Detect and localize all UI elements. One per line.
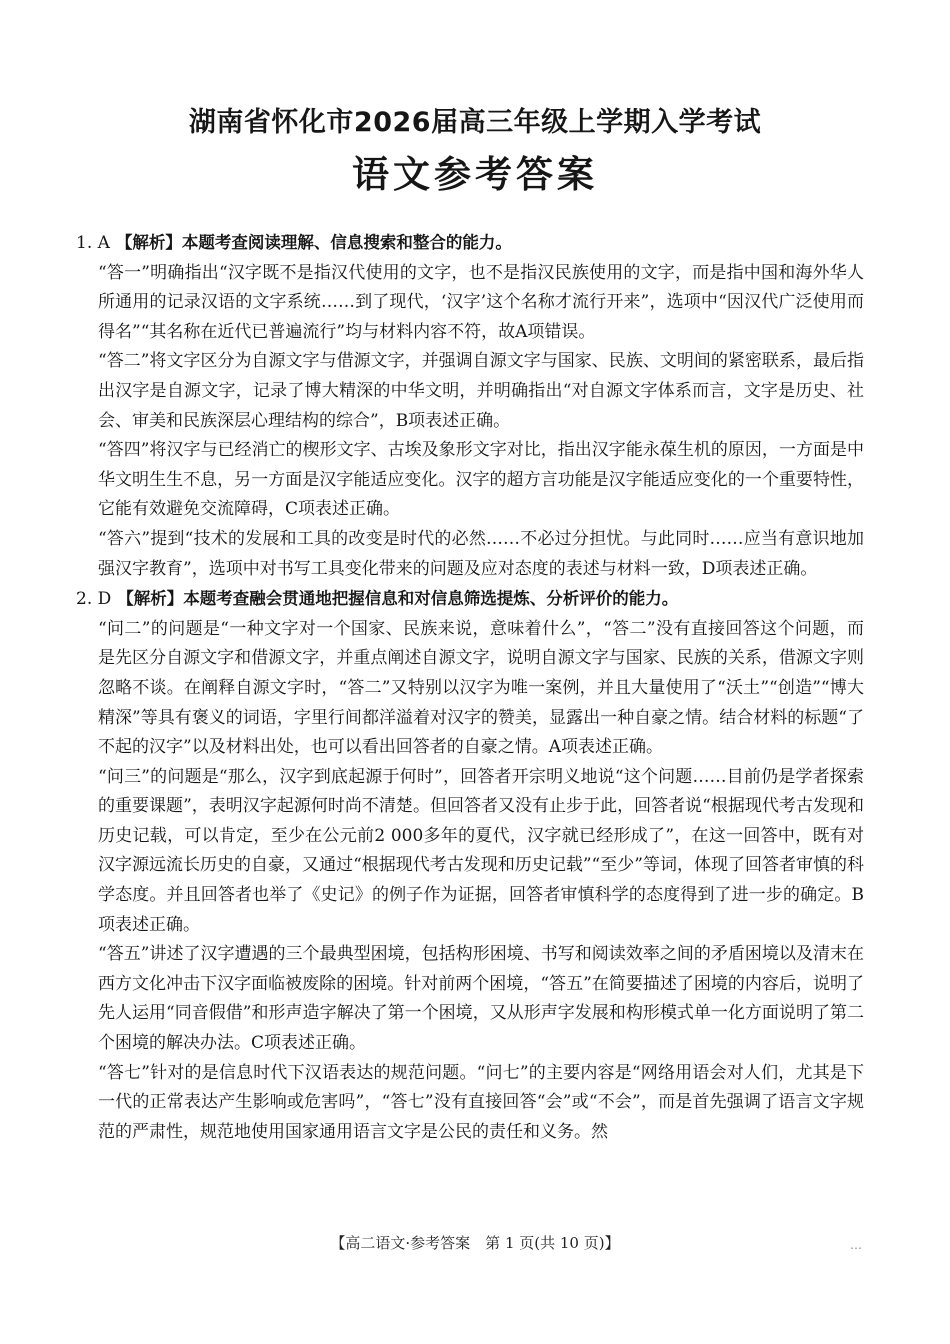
document-title: 语文参考答案 xyxy=(352,153,598,196)
question-1-paragraph: “答二”将文字区分为自源文字与借源文字，并强调自源文字与国家、民族、文明间的紧密联系，最后指出汉字是自源文字，记录了博大精深的中华文明，并明确指出“对自源文字体系而言，文字是历史、社会、审美和民族深层心理结构的综合”，B项表述正确。 xyxy=(98,351,864,431)
question-1-number: 1. A xyxy=(76,233,110,253)
page-footer: 【高二语文·参考答案 第 1 页(共 10 页)】 xyxy=(330,1234,620,1252)
question-1-analysis-label: 【解析】本题考查阅读理解、信息搜索和整合的能力。 xyxy=(115,233,512,252)
question-2-paragraph: “答五”讲述了汉字遭遇的三个最典型困境，包括构形困境、书写和阅读效率之间的矛盾困境以及清末在西方文化冲击下汉字面临被废除的困境。针对前两个困境，“答五”在简要描述了困境的内容后，说明了先人运用“同音假借”和形声造字解决了第一个困境，又从形声字发展和构形模式单一化方面说明了第二个困境的解决办法。C项表述正确。 xyxy=(98,944,864,1054)
scan-mark: … xyxy=(850,1238,862,1252)
question-2-number: 2. D xyxy=(76,589,112,610)
answer-content xyxy=(76,228,864,1147)
question-1-paragraph: “答一”明确指出“汉字既不是指汉代使用的文字，也不是指汉民族使用的文字，而是指中国和海外华人所通用的记录汉语的文字系统……到了现代，‘汉字’这个名称才流行开来”，选项中“因汉代广泛使用而得名”“其名称在近代已普遍流行”均与材料内容不符，故A项错误。 xyxy=(98,262,864,342)
question-2-paragraph: “问二”的问题是“一种文字对一个国家、民族来说，意味着什么”，“答二”没有直接回答这个问题，而是先区分自源文字和借源文字，并重点阐述自源文字，说明自源文字与国家、民族的关系，借源文字则忽略不谈。在阐释自源文字时，“答二”又特别以汉字为唯一案例，并且大量使用了“沃土”“创造”“博大精深”等具有褒义的词语，字里行间都洋溢着对汉字的赞美，显露出一种自豪之情。结合材料的标题“了不起的汉字”以及材料出处，也可以看出回答者的自豪之情。A项表述正确。 xyxy=(98,618,864,758)
question-2-paragraph: “问三”的问题是“那么，汉字到底起源于何时”，回答者开宗明义地说“这个问题……目前仍是学者探索的重要课题”，表明汉字起源何时尚不清楚。但回答者又没有止步于此，回答者说“根据现代考古发现和历史记载，可以肯定，至少在公元前2 000多年的夏代，汉字就已经形成了”，在这一回答中，既有对汉字源远流长历史的自豪，又通过“根据现代考古发现和历史记载”“至少”等词，体现了回答者审慎的科学态度。并且回答者也举了《史记》的例子作为证据，回答者审慎科学的态度得到了进一步的确定。B项表述正确。 xyxy=(98,766,864,935)
question-2-header xyxy=(76,584,864,615)
title-block xyxy=(0,100,950,200)
question-2-paragraph: “答七”针对的是信息时代下汉语表达的规范问题。“问七”的主要内容是“网络用语会对人们，尤其是下一代的正常表达产生影响或危害吗”，“答七”没有直接回答“会”或“不会”，而是首先强调了语言文字规范的严肃性，规范地使用国家通用语言文字是公民的责任和义务。然 xyxy=(98,1062,864,1142)
question-1-paragraph: “答六”提到“技术的发展和工具的改变是时代的必然……不必过分担忧。与此同时……应当有意识地加强汉字教育”，选项中对书写工具变化带来的问题及应对态度的表述与材料一致，D项表述正确。 xyxy=(98,528,864,579)
question-1-header xyxy=(76,228,864,259)
question-2-analysis-label: 【解析】本题考查融会贯通地把握信息和对信息筛选提炼、分析评价的能力。 xyxy=(117,589,679,609)
question-1-paragraph: “答四”将汉字与已经消亡的楔形文字、古埃及象形文字对比，指出汉字能永葆生机的原因，一方面是中华文明生生不息，另一方面是汉字能适应变化。汉字的超方言功能是汉字能适应变化的一个重要特性，它能有效避免交流障碍，C项表述正确。 xyxy=(98,440,864,520)
exam-title: 湖南省怀化市2026届高三年级上学期入学考试 xyxy=(188,107,762,138)
